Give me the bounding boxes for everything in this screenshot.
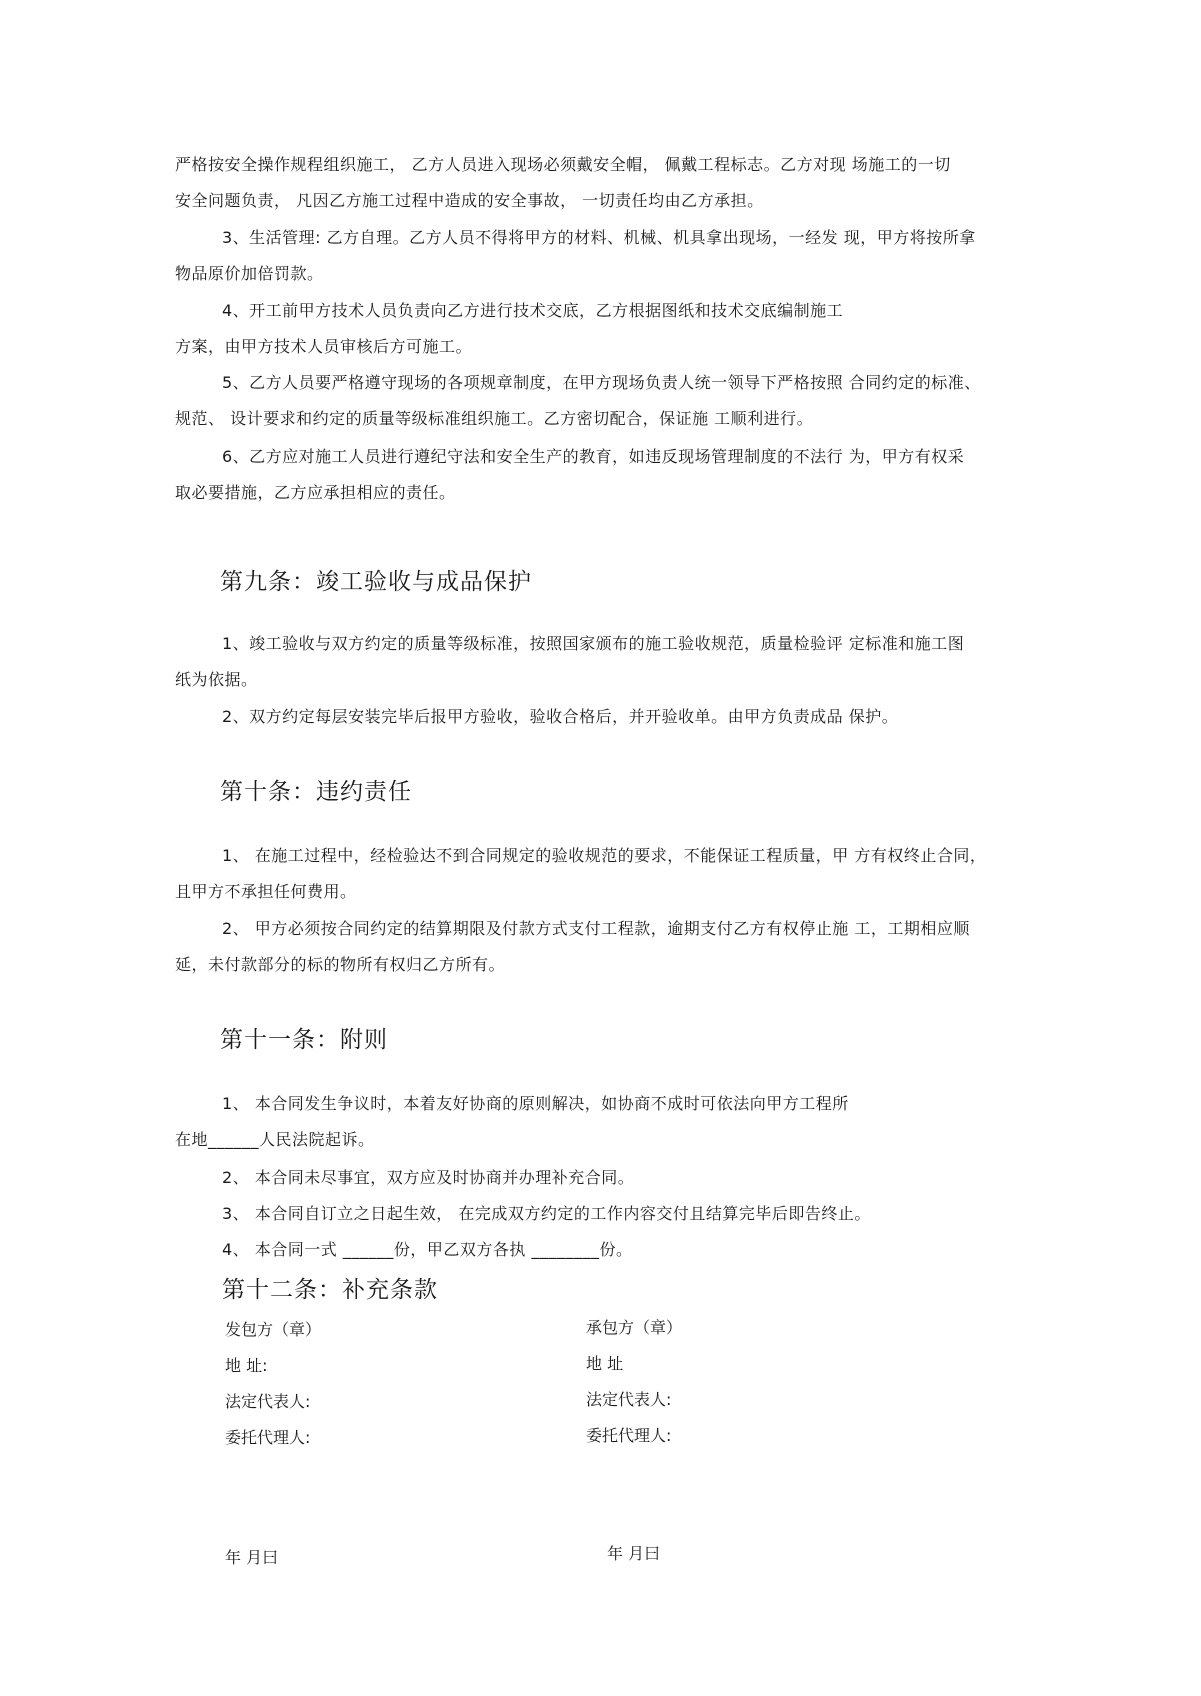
body-line: 5、乙方人员要严格遵守现场的各项规章制度，在甲方现场负责人统一领导下严格按照 合同约定的标准、 (222, 373, 981, 392)
contractor-date-label: 年 月曰 (607, 1544, 661, 1563)
employer-agent-label: 委托代理人: (225, 1428, 311, 1447)
article-9-heading: 第九条：竣工验收与成品保护 (220, 569, 532, 595)
body-line: 1、竣工验收与双方约定的质量等级标准，按照国家颁布的施工验收规范，质量检验评 定标准和施工图 (222, 634, 965, 653)
body-line: 2、双方约定每层安装完毕后报甲方验收，验收合格后，并开验收单。由甲方负责成品 保护。 (222, 707, 899, 726)
body-line: 且甲方不承担任何费用。 (175, 882, 357, 901)
article-11-heading: 第十一条：附则 (220, 1027, 388, 1053)
employer-legal-rep-label: 法定代表人: (225, 1392, 311, 1411)
body-line: 1、 本合同发生争议时，本着友好协商的原则解决，如协商不成时可依法向甲方工程所 (222, 1094, 849, 1113)
body-line: 6、乙方应对施工人员进行遵纪守法和安全生产的教育，如违反现场管理制度的不法行 为，甲方有权采 (222, 447, 965, 466)
body-line: 取必要措施，乙方应承担相应的责任。 (175, 483, 456, 502)
body-line: 延，未付款部分的标的物所有权归乙方所有。 (175, 955, 506, 974)
body-line: 规范、 设计要求和约定的质量等级标准组织施工。乙方密切配合，保证施 工顺利进行。 (175, 409, 814, 428)
body-line: 安全问题负责， 凡因乙方施工过程中造成的安全事故， 一切责任均由乙方承担。 (175, 191, 764, 210)
body-line: 2、 甲方必须按合同约定的结算期限及付款方式支付工程款，逾期支付乙方有权停止施 工，工期相应顺 (222, 919, 970, 938)
body-line: 1、 在施工过程中，经检验达不到合同规定的验收规范的要求，不能保证工程质量，甲 方有权终止合同， (222, 846, 987, 865)
body-line: 严格按安全操作规程组织施工， 乙方人员进入现场必须戴安全帽， 佩戴工程标志。乙方对现 场施工的一切 (175, 155, 951, 174)
employer-date-label: 年 月曰 (225, 1548, 279, 1567)
employer-address-label: 地 址: (225, 1356, 268, 1375)
body-line: 物品原价加倍罚款。 (175, 264, 324, 283)
body-line: 3、 本合同自订立之日起生效， 在完成双方约定的工作内容交付且结算完毕后即告终止。 (222, 1204, 871, 1223)
body-line: 4、 本合同一式 ______份，甲乙双方各执 ________份。 (222, 1240, 633, 1259)
contractor-seal-label: 承包方（章） (586, 1318, 683, 1337)
body-line: 方案，由甲方技术人员审核后方可施工。 (175, 337, 473, 356)
contractor-address-label: 地 址 (586, 1354, 624, 1373)
article-10-heading: 第十条：违约责任 (220, 779, 412, 805)
body-line: 3、生活管理: 乙方自理。乙方人员不得将甲方的材料、机械、机具拿出现场，一经发 现，甲方将按所拿 (222, 228, 976, 247)
contractor-agent-label: 委托代理人: (586, 1426, 672, 1445)
body-line: 2、 本合同未尽事宜，双方应及时协商并办理补充合同。 (222, 1168, 635, 1187)
article-12-heading: 第十二条：补充条款 (222, 1277, 438, 1303)
body-line: 在地______人民法院起诉。 (175, 1130, 375, 1149)
body-line: 4、开工前甲方技术人员负责向乙方进行技术交底，乙方根据图纸和技术交底编制施工 (222, 301, 844, 320)
contractor-legal-rep-label: 法定代表人: (586, 1390, 672, 1409)
employer-seal-label: 发包方（章） (225, 1320, 322, 1339)
body-line: 纸为依据。 (175, 670, 258, 689)
